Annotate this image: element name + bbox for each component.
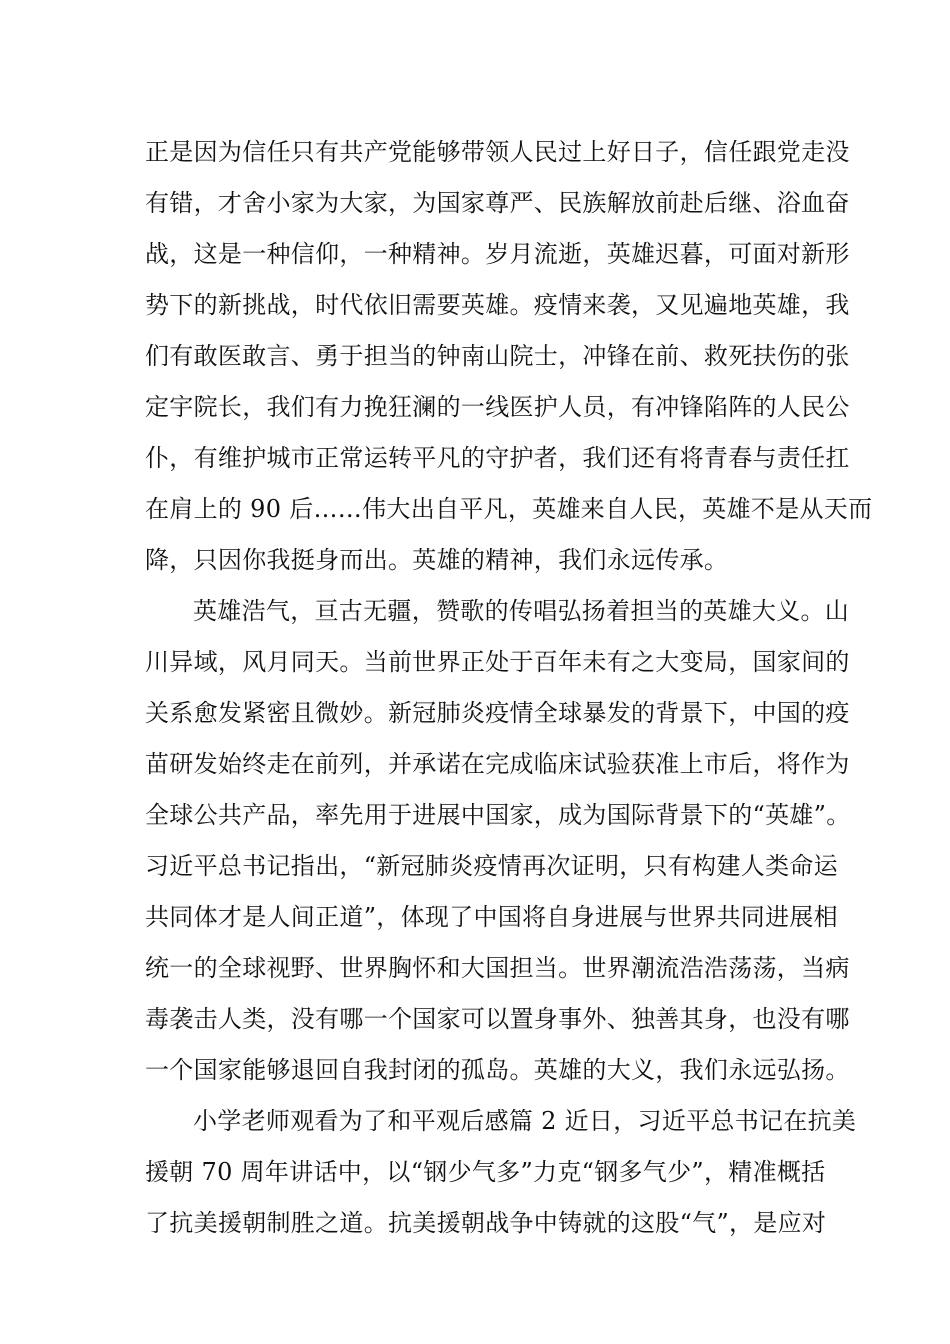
text-line: 正是因为信任只有共产党能够带领人民过上好日子，信任跟党走没 bbox=[145, 138, 850, 166]
paragraph-first-line: 英雄浩气，亘古无疆，赞歌的传唱弘扬着担当的英雄大义。山 bbox=[193, 597, 850, 625]
text-line: 川异域，风月同天。当前世界正处于百年未有之大变局，国家间的 bbox=[145, 648, 850, 676]
text-line: 统一的全球视野、世界胸怀和大国担当。世界潮流浩浩荡荡，当病 bbox=[145, 954, 850, 982]
text-line: 仆，有维护城市正常运转平凡的守护者，我们还有将青春与责任扛 bbox=[145, 444, 850, 472]
text-line: 习近平总书记指出，“新冠肺炎疫情再次证明，只有构建人类命运 bbox=[145, 852, 838, 880]
text-line: 关系愈发紧密且微妙。新冠肺炎疫情全球暴发的背景下，中国的疫 bbox=[145, 699, 850, 727]
text-line: 们有敢医敢言、勇于担当的钟南山院士，冲锋在前、救死扶伤的张 bbox=[145, 342, 850, 370]
text-line: 全球公共产品，率先用于进展中国家，成为国际背景下的“英雄”。 bbox=[145, 801, 851, 829]
text-line: 援朝 70 周年讲话中，以“钢少气多”力克“钢多气少”，精准概括 bbox=[145, 1158, 826, 1186]
text-line: 战，这是一种信仰，一种精神。岁月流逝，英雄迟暮，可面对新形 bbox=[145, 240, 850, 268]
text-line: 苗研发始终走在前列，并承诺在完成临床试验获准上市后，将作为 bbox=[145, 750, 850, 778]
text-line: 定宇院长，我们有力挽狂澜的一线医护人员，有冲锋陷阵的人民公 bbox=[145, 393, 850, 421]
text-line: 一个国家能够退回自我封闭的孤岛。英雄的大义，我们永远弘扬。 bbox=[145, 1056, 850, 1084]
text-line: 共同体才是人间正道”，体现了中国将自身进展与世界共同进展相 bbox=[145, 903, 838, 931]
paragraph-first-line: 小学老师观看为了和平观后感篇 2 近日，习近平总书记在抗美 bbox=[193, 1107, 857, 1135]
text-line: 降，只因你我挺身而出。英雄的精神，我们永远传承。 bbox=[145, 546, 729, 574]
text-line: 毒袭击人类，没有哪一个国家可以置身事外、独善其身，也没有哪 bbox=[145, 1005, 850, 1033]
text-line: 在肩上的 90 后……伟大出自平凡，英雄来自人民，英雄不是从天而 bbox=[145, 495, 873, 523]
text-line: 势下的新挑战，时代依旧需要英雄。疫情来袭，又见遍地英雄，我 bbox=[145, 291, 850, 319]
text-line: 了抗美援朝制胜之道。抗美援朝战争中铸就的这股“气”，是应对 bbox=[145, 1209, 827, 1237]
text-line: 有错，才舍小家为大家，为国家尊严、民族解放前赴后继、浴血奋 bbox=[145, 189, 850, 217]
